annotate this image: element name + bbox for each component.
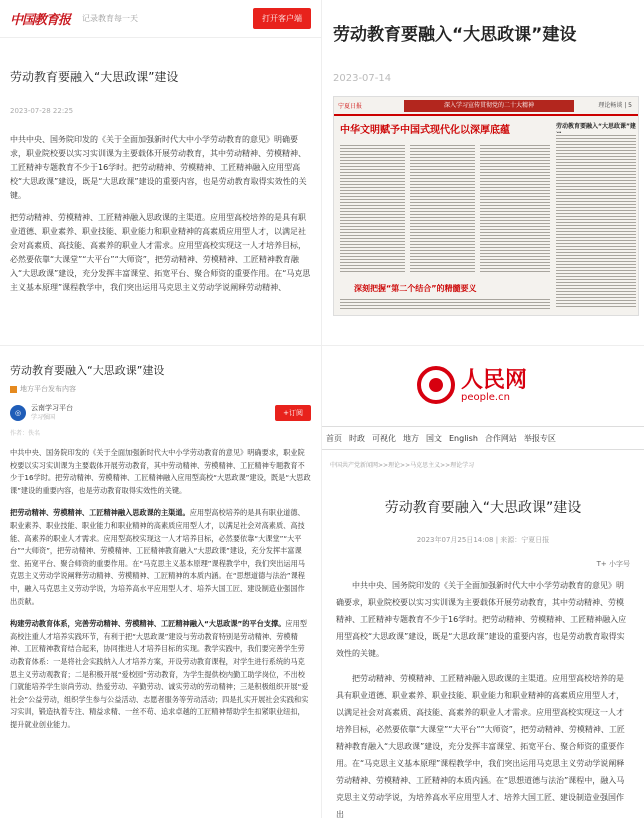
article-date: 2023-07-14 <box>333 73 392 84</box>
newspaper-article-panel <box>322 0 644 345</box>
article-paragraph: 中共中央、国务院印发的《关于全面加强新时代大中小学劳动教育的意见》明确要求，职业院校要以实习实训课为主要载体开展劳动教育，其中劳动精神、劳模精神、工匠精神专题教育不少于16学时。把劳动精神、劳模精神、工匠精神融入应用型高校“大思政课”建设，既是“大思政课”建设的重要内容，也是劳动教育取得实效性的关键。 <box>336 581 627 658</box>
paper-text-column <box>556 133 636 308</box>
article-paragraph: 把劳动精神、劳模精神、工匠精神融入思政课的主渠道。应用型高校培养的是具有职业道德、职业素养、职业技能、职业能力和职业精神的高素质应用型人才，以满足社会对高素质、高技能、高素养的职业人才需求。应用型高校实现这一人才培养目标，必然要依靠“大课堂”“大平台”“大师资”，把劳动精神、劳模精神、工匠精神教育融入“大思政课”建设，充分发挥丰富课堂、拓宽平台、聚合师资的重要作用。在“马克思主义基本原理”课程教学中，我们突出运用马克思主义劳动学说阐释劳动精神、 <box>10 213 311 292</box>
people-logo[interactable] <box>417 366 644 404</box>
main-nav <box>322 426 644 450</box>
source-text: 地方平台发布内容 <box>20 385 76 393</box>
article-title: 劳动教育要融入“大思政课”建设 <box>10 70 179 84</box>
nav-item-local[interactable]: 地方 <box>403 433 419 443</box>
article-paragraph: 中共中央、国务院印发的《关于全面加强新时代大中小学劳动教育的意见》明确要求，职业院校要以实习实训课为主要载体开展劳动教育，其中劳动精神、劳模精神、工匠精神专题教育不少于16学时。把劳动精神、劳模精神、工匠精神融入应用型高校“大思政课”建设，既是“大思政课”建设的重要内容，也是劳动教育取得实效性的关键。 <box>10 448 311 495</box>
article-title: 劳动教育要融入“大思政课”建设 <box>384 500 582 516</box>
account-row <box>10 404 311 422</box>
logo-cn: 人民网 <box>461 366 528 393</box>
open-app-button[interactable]: 打开客户端 <box>253 8 311 29</box>
china-education-panel <box>0 0 322 345</box>
paragraph-body: 应用型高校注重人才培养实践环节，有利于把“大思政课”建设与劳动教育特别是劳动精神、劳模精神、工匠精神教育结合起来，协同推进人才培养目标的实现。教学实践中，我们要完善学生劳动教育体系：一是将社会实践纳入人才培养方案，开设劳动教育课程，对学生进行系统的马克思主义劳动观教育；二是积极开展“爱校园”劳动教育，为学生提供校内勤工助学岗位，不出校门就能培养学生崇尚劳动、热爱劳动、辛勤劳动、诚实劳动的劳动精神；三是积极组织开展“爱社会”公益劳动，组织学生参与公益活动、志愿者服务等劳动活动；四是扎实开展社会实践和实习实训，锻造执着专注、精益求精、一丝不苟、追求卓越的工匠精神帮助学生扣紧职业纽扣，提升就业创业能力。 <box>10 619 309 729</box>
author-line: 作者：佚名 <box>10 430 41 437</box>
study-platform-panel <box>0 345 322 818</box>
slogan: 记录教育每一天 <box>82 14 139 23</box>
avatar[interactable]: ◎ <box>10 405 26 421</box>
app-header <box>0 0 321 38</box>
nav-item-partners[interactable]: 合作网站 <box>484 433 517 443</box>
account-name-text: 云南学习平台 <box>31 404 73 412</box>
paragraph-lead: 构建劳动教育体系，完善劳动精神、劳模精神、工匠精神融入“大思政课”的平台支撑。 <box>10 619 286 629</box>
article-paragraph: 把劳动精神、劳模精神、工匠精神融入思政课的主渠道。应用型高校培养的是具有职业道德、职业素养、职业技能、职业能力和职业精神的高素质应用型人才，以满足社会对高素质、高技能、高素养的职业人才需求。应用型高校实现这一人才培养目标，必然要依靠“大课堂”“大平台”“大师资”，把劳动精神、劳模精神、工匠精神教育融入“大思政课”建设，充分发挥丰富课堂、拓宽平台、聚合师资的重要作用。在“马克思主义基本原理”课程教学中，我们突出运用马克思主义劳动学说阐释劳动精神、劳模精神、工匠精神的本质内涵。在“思想道德与法治”课程中，融入马克思主义劳动学说，为培养高水平应用型人才、培养大国工匠、建设制造业强国作出 <box>336 674 625 818</box>
paper-banner: 深入学习宣传贯彻党的二十大精神 <box>404 100 574 112</box>
paper-section: 理论畅谈 | 5 <box>598 102 632 109</box>
people-logo-icon <box>417 366 455 404</box>
article-meta: 2023年07月25日14:08 | 来源：宁夏日报 <box>416 536 550 544</box>
nav-item-home[interactable]: 首页 <box>326 433 342 443</box>
nav-item-culture[interactable]: 国文 <box>426 433 442 443</box>
article-title: 劳动教育要融入“大思政课”建设 <box>10 364 165 377</box>
nav-item-report[interactable]: 举报专区 <box>523 433 556 443</box>
paper-text-column <box>410 143 475 273</box>
paper-side-headline: 劳动教育要融入“大思政课”建 <box>556 123 636 130</box>
article-title: 劳动教育要融入“大思政课”建设 <box>333 25 577 45</box>
article-paragraph <box>10 618 311 731</box>
site-logo[interactable]: 中国教育报 <box>10 13 71 28</box>
nav-item-english[interactable]: English <box>449 433 478 443</box>
article-date: 2023-07-28 22:25 <box>10 107 74 115</box>
paper-headline: 中华文明赋予中国式现代化以深厚底蕴 <box>340 125 510 136</box>
breadcrumb[interactable]: 中国共产党新闻网>>理论>>马克思主义>>理论学习 <box>330 462 475 469</box>
paragraph-body: 应用型高校培养的是具有职业道德、职业素养、职业技能、职业能力和职业精神的高素质应用型人才，以满足社会对高素质、高技能、高素养的职业人才需求。应用型高校实现这一人才培养目标，必然要依靠“大课堂”“大平台”“大师资”，把劳动精神、劳模精神、工匠精神教育融入“大思政课”建设，充分发挥丰富课堂、拓宽平台、聚合师资的重要作用。在“马克思主义基本原理”课程教学中，我们突出运用马克思主义劳动学说阐释劳动精神、劳模精神、工匠精神的本质内涵。在“思想道德与法治”课程中，融入马克思主义劳动学说，为培养高水平应用型人才、培养大国工匠、建设制造业强国作出贡献。 <box>10 508 305 606</box>
logo-en: people.cn <box>461 391 510 403</box>
font-size-button[interactable]: T+ 小字号 <box>596 560 630 568</box>
nav-item-politics[interactable]: 时政 <box>349 433 365 443</box>
article-paragraph <box>10 507 311 608</box>
source-label <box>10 384 321 394</box>
paper-text-column <box>340 143 405 273</box>
article-paragraph: 中共中央、国务院印发的《关于全面加强新时代大中小学劳动教育的意见》明确要求，职业院校要以实习实训课为主要载体开展劳动教育，其中劳动精神、劳模精神、工匠精神专题教育不少于16学时。把劳动精神、劳模精神、工匠精神融入应用型高校“大思政课”建设，既是“大思政课”建设的重要内容，也是劳动教育取得实效性的关键。 <box>10 135 307 200</box>
newspaper-image <box>333 96 639 316</box>
paper-sub-headline: 深刻把握“第二个结合”的精髓要义 <box>354 284 477 293</box>
paper-text-column <box>340 297 550 311</box>
paper-text-column <box>480 143 550 273</box>
subscribe-button[interactable]: +订阅 <box>275 405 311 421</box>
paragraph-lead: 把劳动精神、劳模精神、工匠精神融入思政课的主渠道。 <box>10 508 190 518</box>
account-name[interactable] <box>31 404 73 422</box>
nav-item-visual[interactable]: 可视化 <box>372 433 396 443</box>
source-icon <box>10 386 17 393</box>
account-sub-text: 学习强国 <box>31 414 56 421</box>
paper-masthead: 宁夏日报 <box>334 97 638 113</box>
paper-divider <box>334 114 638 116</box>
people-cn-panel <box>322 345 644 818</box>
